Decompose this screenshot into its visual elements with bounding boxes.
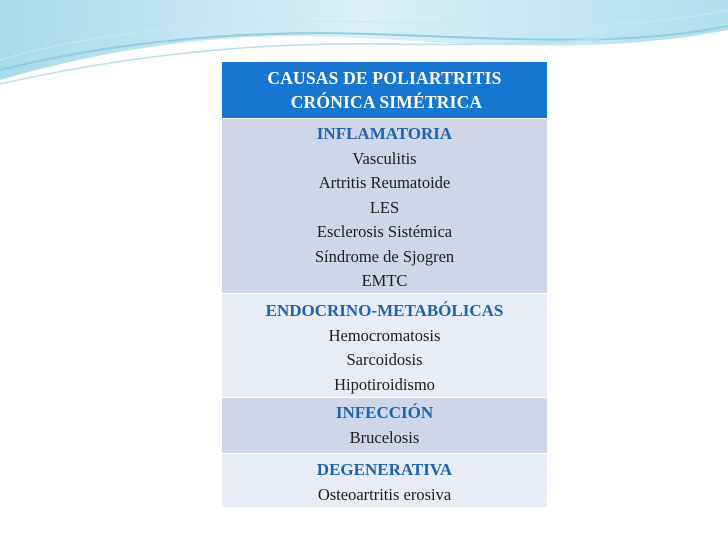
list-item: Vasculitis (352, 148, 417, 168)
section-infeccion (222, 397, 547, 453)
category-label: DEGENERATIVA (316, 460, 453, 479)
header-line1: CAUSAS DE POLIARTRITIS (267, 68, 502, 88)
list-item: Artritis Reumatoide (318, 173, 451, 192)
list-item: Hemocromatosis (328, 325, 441, 345)
list-item: EMTC (361, 271, 408, 290)
table-header (222, 62, 547, 118)
list-item: Osteoartritis erosiva (317, 484, 452, 504)
header-line2: CRÓNICA SIMÉTRICA (290, 92, 483, 112)
list-item: Síndrome de Sjogren (314, 246, 455, 266)
category-label: INFECCIÓN (335, 403, 434, 422)
section-inflamatoria (222, 118, 547, 293)
category-label: ENDOCRINO-METABÓLICAS (265, 301, 504, 320)
list-item: LES (369, 197, 400, 217)
category-label: INFLAMATORIA (316, 124, 453, 143)
list-item: Esclerosis Sistémica (316, 222, 453, 241)
list-item: Brucelosis (349, 427, 420, 447)
list-item: Hipotiroidismo (334, 374, 435, 394)
list-item: Sarcoidosis (346, 350, 423, 369)
causes-table (222, 62, 547, 507)
section-endocrino-metabolicas (222, 293, 547, 397)
section-degenerativa (222, 453, 547, 507)
